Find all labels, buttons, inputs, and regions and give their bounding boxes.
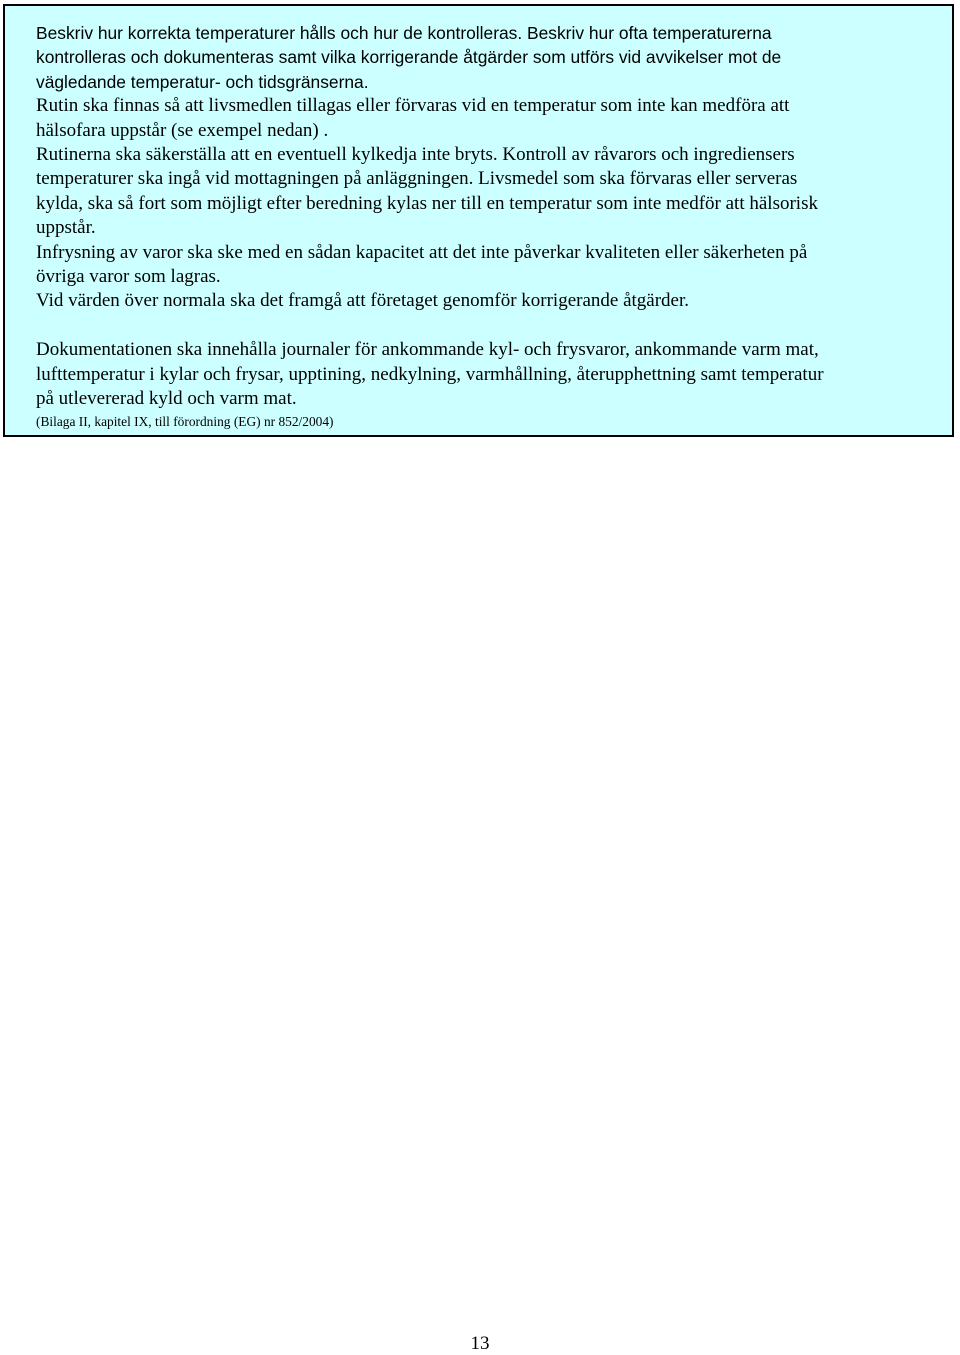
documentation-line-1: Dokumentationen ska innehålla journaler för ankommande kyl- och frysvaror, ankommande varm mat,: [36, 339, 819, 361]
rule-line-2: hälsofara uppstår (se exempel nedan) .: [36, 119, 329, 141]
documentation-line-3: på utlevererad kyld och varm mat.: [36, 388, 297, 410]
documentation-line-2: lufttemperatur i kylar och frysar, upptining, nedkylning, varmhållning, återupphettning samt temperatur: [36, 363, 824, 385]
rule-line-9: Vid värden över normala ska det framgå att företaget genomför korrigerande åtgärder.: [36, 290, 690, 312]
rule-line-7: Infrysning av varor ska ske med en sådan kapacitet att det inte påverkar kvaliteten eller säkerheten på: [36, 241, 808, 263]
page-number: 13: [470, 1333, 490, 1354]
paragraph-spacer: [36, 314, 940, 338]
rule-line-3: Rutinerna ska säkerställa att en eventuell kylkedja inte bryts. Kontroll av råvarors och ingrediensers: [36, 144, 795, 166]
rule-line-4: temperaturer ska ingå vid mottagningen på anläggningen. Livsmedel som ska förvaras eller serveras: [36, 168, 798, 190]
intro-line-3: vägledande temperatur- och tidsgränserna.: [36, 71, 369, 92]
rule-line-6: uppstår.: [36, 217, 96, 239]
rule-line-5: kylda, ska så fort som möjligt efter beredning kylas ner till en temperatur som inte medför att hälsorisk: [36, 192, 818, 214]
rule-line-8: övriga varor som lagras.: [36, 266, 221, 288]
intro-line-2: kontrolleras och dokumenteras samt vilka korrigerande åtgärder som utförs vid avvikelser mot de: [36, 47, 782, 68]
rule-line-1: Rutin ska finnas så att livsmedlen tillagas eller förvaras vid en temperatur som inte kan medföra att: [36, 95, 790, 117]
info-box: [3, 4, 954, 437]
intro-line-1: Beskriv hur korrekta temperaturer hålls och hur de kontrolleras. Beskriv hur ofta temperaturerna: [36, 23, 772, 43]
regulation-citation: (Bilaga II, kapitel IX, till förordning (EG) nr 852/2004): [36, 414, 334, 430]
